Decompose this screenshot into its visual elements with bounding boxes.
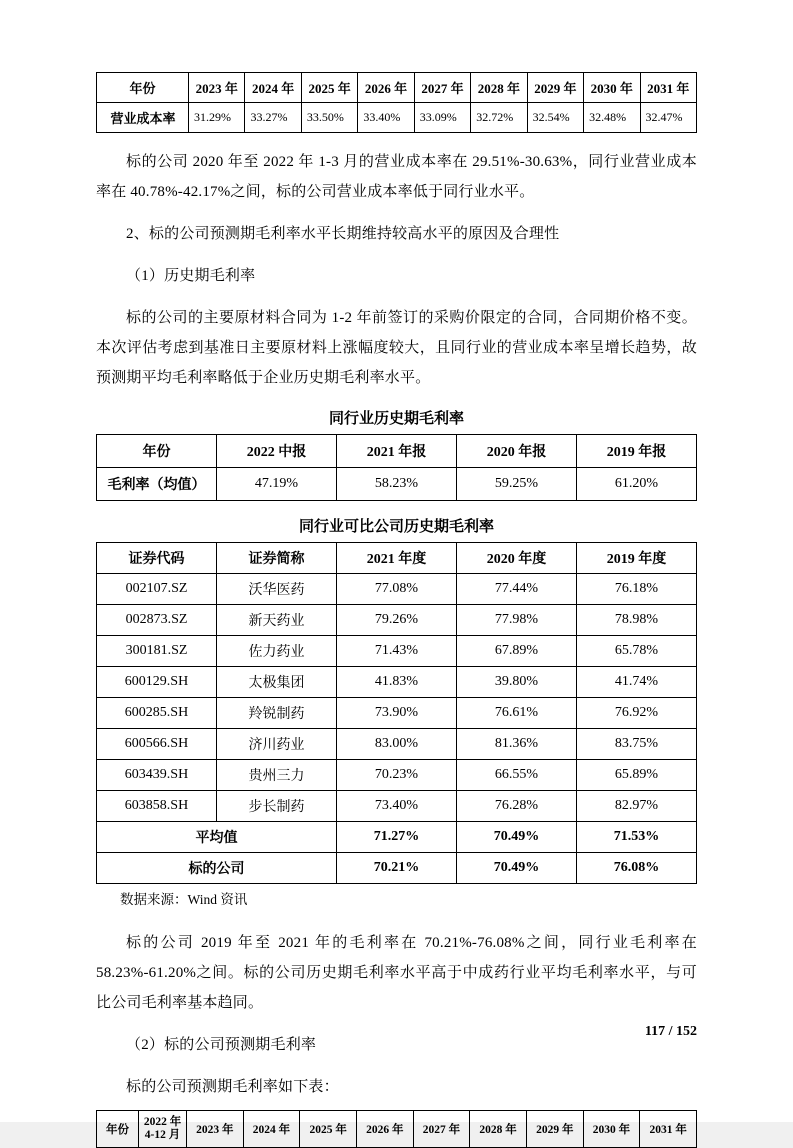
table-row xyxy=(97,698,697,729)
table-row xyxy=(97,1111,697,1148)
paragraph-gross-margin-analysis: 标的公司 2019 年至 2021 年的毛利率在 70.21%-76.08%之间，同行业毛利率在 58.23%-61.20%之间。标的公司历史期毛利率水平高于中成药行业平均毛利率水平，与可比公司毛利率基本趋同。 xyxy=(96,935,697,1011)
table-row-label: 营业成本率 xyxy=(97,103,189,133)
table-row xyxy=(97,103,697,133)
table-header-cell: 2029 年 xyxy=(526,1111,583,1148)
table-cell: 贵州三力 xyxy=(217,760,337,791)
table-cell: 太极集团 xyxy=(217,667,337,698)
table-cell: 71.53% xyxy=(577,822,697,853)
table-cell: 83.75% xyxy=(577,729,697,760)
table-header-cell: 2031 年 xyxy=(640,1111,697,1148)
table-cell: 81.36% xyxy=(457,729,577,760)
table-row xyxy=(97,729,697,760)
table-cell: 59.25% xyxy=(457,468,577,501)
table-cell: 70.49% xyxy=(457,822,577,853)
table-cell: 66.55% xyxy=(457,760,577,791)
table-cell: 82.97% xyxy=(577,791,697,822)
table-cell: 77.08% xyxy=(337,574,457,605)
table-cell: 32.47% xyxy=(640,103,697,133)
table-cell: 33.09% xyxy=(414,103,470,133)
table-header-cell: 2031 年 xyxy=(640,73,697,103)
table-cell: 32.72% xyxy=(471,103,527,133)
table-cell: 300181.SZ xyxy=(97,636,217,667)
table-row xyxy=(97,468,697,501)
table-row xyxy=(97,605,697,636)
table-header-cell: 2030 年 xyxy=(583,1111,640,1148)
table-peer-gross-margin xyxy=(96,542,697,884)
table-header-cell: 证券代码 xyxy=(97,543,217,574)
table-header-cell: 2027 年 xyxy=(413,1111,470,1148)
table-header-line-2: 4-12 月 xyxy=(144,1129,181,1142)
table-cell: 76.92% xyxy=(577,698,697,729)
page-content xyxy=(96,72,697,1148)
table-cell: 600566.SH xyxy=(97,729,217,760)
table-cell: 33.50% xyxy=(301,103,357,133)
table-cell: 新天药业 xyxy=(217,605,337,636)
table-cell: 39.80% xyxy=(457,667,577,698)
table-row xyxy=(97,760,697,791)
table-title-industry-gross: 同行业历史期毛利率 xyxy=(328,411,464,427)
table-cell: 77.98% xyxy=(457,605,577,636)
table-row-label: 毛利率（均值） xyxy=(97,468,217,501)
table-cell: 67.89% xyxy=(457,636,577,667)
table-source-note: 数据来源：Wind 资讯 xyxy=(120,892,248,907)
paragraph-forecast-intro: 标的公司预测期毛利率如下表： xyxy=(126,1079,339,1095)
table-cell: 65.89% xyxy=(577,760,697,791)
table-cell: 79.26% xyxy=(337,605,457,636)
table-cell: 83.00% xyxy=(337,729,457,760)
table-cell: 41.74% xyxy=(577,667,697,698)
table-cell: 76.08% xyxy=(577,853,697,884)
table-cell: 47.19% xyxy=(217,468,337,501)
table-cell: 600285.SH xyxy=(97,698,217,729)
table-cell: 32.48% xyxy=(584,103,640,133)
table-cell: 58.23% xyxy=(337,468,457,501)
table-header-cell: 2019 年度 xyxy=(577,543,697,574)
paragraph-heading-1: （1）历史期毛利率 xyxy=(126,268,256,284)
table-cell: 70.21% xyxy=(337,853,457,884)
table-cell: 71.43% xyxy=(337,636,457,667)
table-row-label: 平均值 xyxy=(97,822,337,853)
table-header-cell: 2021 年度 xyxy=(337,543,457,574)
table-cell: 31.29% xyxy=(189,103,245,133)
paragraph-heading-forecast: （2）标的公司预测期毛利率 xyxy=(126,1037,317,1053)
table-cell: 70.49% xyxy=(457,853,577,884)
table-header-cell: 年份 xyxy=(97,435,217,468)
table-header-cell: 2028 年 xyxy=(471,73,527,103)
table-header-cell: 2025 年 xyxy=(301,73,357,103)
table-cell: 78.98% xyxy=(577,605,697,636)
table-header-cell: 2029 年 xyxy=(527,73,583,103)
table-header-cell: 2023 年 xyxy=(189,73,245,103)
table-cell: 65.78% xyxy=(577,636,697,667)
table-cell: 佐力药业 xyxy=(217,636,337,667)
paragraph-cost-rate-comparison: 标的公司 2020 年至 2022 年 1-3 月的营业成本率在 29.51%-30.63%，同行业营业成本率在 40.78%-42.17%之间，标的公司营业成本率低于同行业水平。 xyxy=(96,154,697,200)
table-header-cell: 2027 年 xyxy=(414,73,470,103)
table-cell: 步长制药 xyxy=(217,791,337,822)
table-header-cell: 2030 年 xyxy=(584,73,640,103)
table-row-label: 标的公司 xyxy=(97,853,337,884)
table-cell: 603858.SH xyxy=(97,791,217,822)
table-cell: 77.44% xyxy=(457,574,577,605)
table-row xyxy=(97,435,697,468)
table-header-cell: 2024 年 xyxy=(245,73,301,103)
table-cell: 61.20% xyxy=(577,468,697,501)
table-title-peers: 同行业可比公司历史期毛利率 xyxy=(298,519,494,535)
table-row xyxy=(97,636,697,667)
table-header-cell: 年份 xyxy=(97,73,189,103)
table-cell: 002107.SZ xyxy=(97,574,217,605)
table-cell: 32.54% xyxy=(527,103,583,133)
table-row-target-company xyxy=(97,853,697,884)
table-cell: 600129.SH xyxy=(97,667,217,698)
table-header-cell: 2025 年 xyxy=(300,1111,357,1148)
table-row-average xyxy=(97,822,697,853)
table-row xyxy=(97,574,697,605)
paragraph-raw-material: 标的公司的主要原材料合同为 1-2 年前签订的采购价限定的合同，合同期价格不变。本次评估考虑到基准日主要原材料上涨幅度较大，且同行业的营业成本率呈增长趋势，故预测期平均毛利率略低于企业历史期毛利率水平。 xyxy=(96,310,697,386)
page-number: 117 / 152 xyxy=(644,1024,697,1039)
table-header-cell: 证券简称 xyxy=(217,543,337,574)
table-cell: 羚锐制药 xyxy=(217,698,337,729)
table-header-cell: 2021 年报 xyxy=(337,435,457,468)
table-cell: 73.90% xyxy=(337,698,457,729)
table-cell: 603439.SH xyxy=(97,760,217,791)
table-cell: 33.27% xyxy=(245,103,301,133)
table-cell: 71.27% xyxy=(337,822,457,853)
table-header-cell: 2028 年 xyxy=(470,1111,527,1148)
table-header-cell: 2020 年度 xyxy=(457,543,577,574)
table-row xyxy=(97,667,697,698)
table-cell: 76.28% xyxy=(457,791,577,822)
table-operating-cost-rate xyxy=(96,72,697,133)
table-header-cell: 2026 年 xyxy=(356,1111,413,1148)
table-header-cell: 年份 xyxy=(97,1111,139,1148)
table-header-cell xyxy=(139,1111,187,1148)
table-row xyxy=(97,543,697,574)
table-header-cell: 2023 年 xyxy=(187,1111,244,1148)
table-cell: 41.83% xyxy=(337,667,457,698)
table-header-cell: 2024 年 xyxy=(243,1111,300,1148)
table-cell: 73.40% xyxy=(337,791,457,822)
table-header-cell: 2020 年报 xyxy=(457,435,577,468)
table-industry-gross-margin xyxy=(96,434,697,501)
table-header-line-1: 2022 年 xyxy=(143,1116,182,1128)
table-cell: 沃华医药 xyxy=(217,574,337,605)
table-header-cell: 2022 中报 xyxy=(217,435,337,468)
table-cell: 70.23% xyxy=(337,760,457,791)
table-cell: 76.18% xyxy=(577,574,697,605)
table-row xyxy=(97,73,697,103)
table-forecast-gross-margin xyxy=(96,1110,697,1148)
table-header-cell: 2026 年 xyxy=(358,73,414,103)
paragraph-heading-2: 2、标的公司预测期毛利率水平长期维持较高水平的原因及合理性 xyxy=(126,226,560,242)
table-cell: 济川药业 xyxy=(217,729,337,760)
table-row xyxy=(97,791,697,822)
table-cell: 002873.SZ xyxy=(97,605,217,636)
table-header-cell: 2019 年报 xyxy=(577,435,697,468)
table-cell: 76.61% xyxy=(457,698,577,729)
table-cell: 33.40% xyxy=(358,103,414,133)
